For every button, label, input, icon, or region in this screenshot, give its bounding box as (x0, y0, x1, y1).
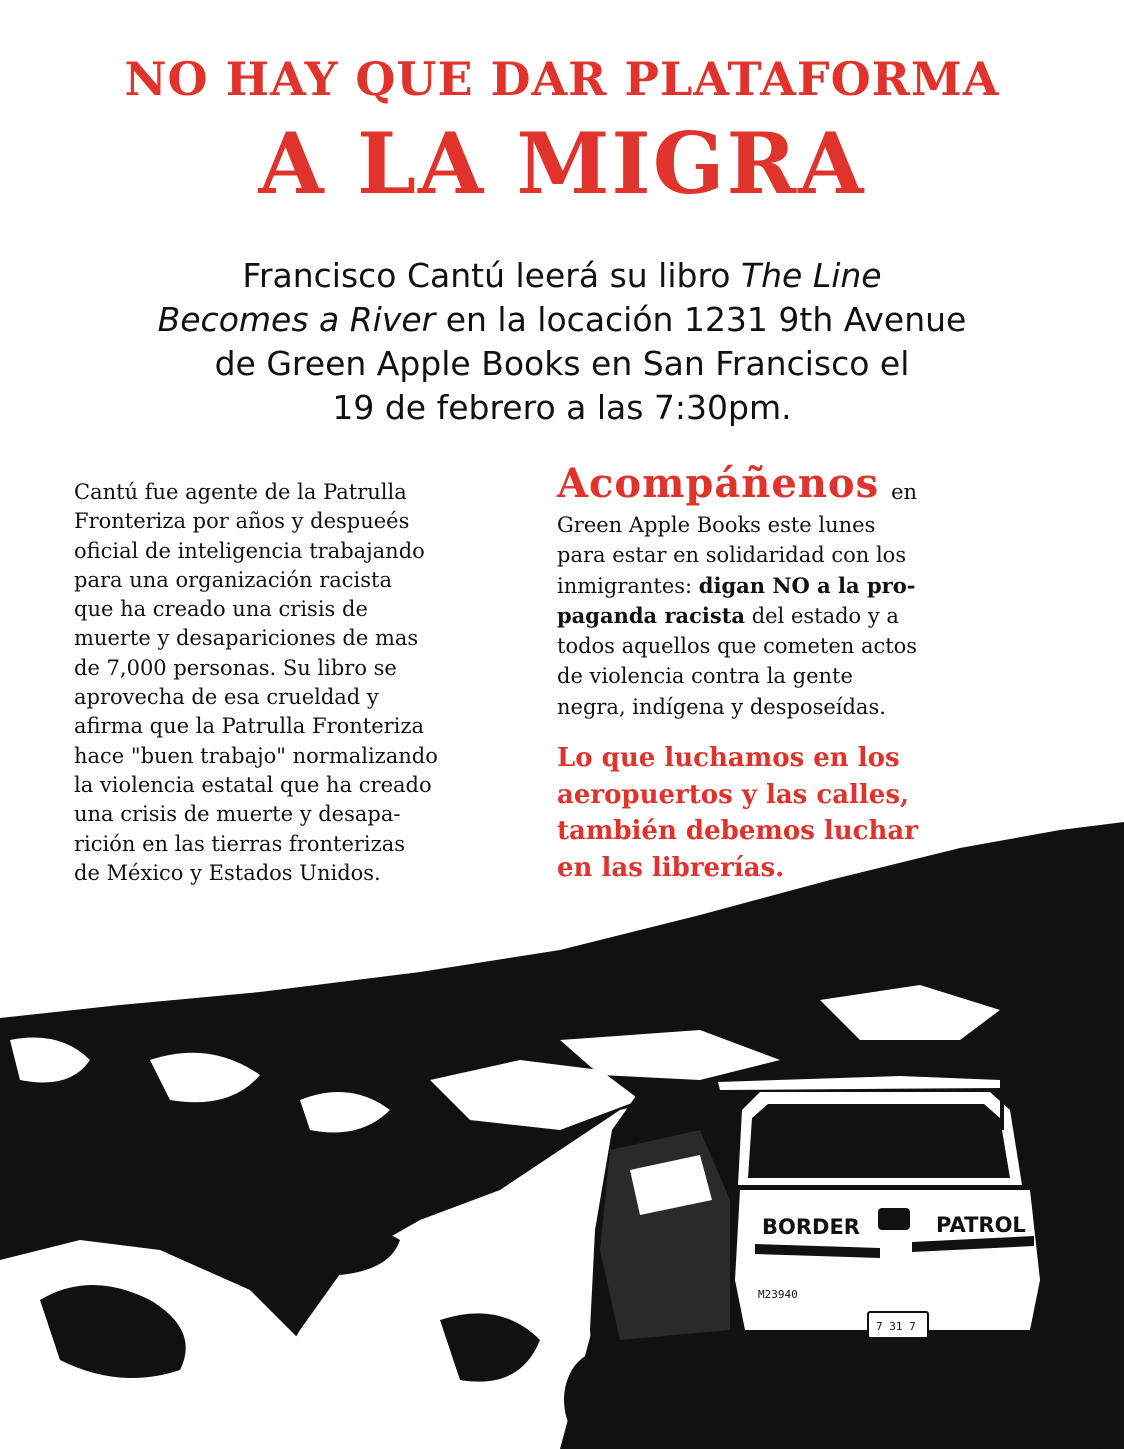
cta-emphasis: digan NO a la pro- (698, 572, 916, 598)
cta-line (557, 601, 1027, 631)
truck-rear-window (748, 1104, 1010, 1178)
intro-text-2: en la locación 1231 9th Avenue (435, 300, 967, 339)
paragraph-line: de México y Estados Unidos. (74, 860, 381, 885)
cta-text: inmigrantes: (557, 573, 699, 598)
join-after-text: en (891, 479, 918, 504)
truck-label-patrol: PATROL (936, 1213, 1026, 1237)
paragraph-line: hace "buen trabajo" normalizando (74, 743, 438, 768)
slogan-line: también debemos luchar (557, 816, 918, 846)
book-title-part-2: Becomes a River (157, 300, 436, 339)
paragraph-line: Cantú fue agente de la Patrulla (74, 480, 407, 504)
paragraph-line: muerte y desapariciones de mas (74, 626, 419, 651)
paragraph-line: para una organización racista (74, 567, 393, 592)
truck-unit-number: M23940 (758, 1288, 798, 1301)
cta-line: de violencia contra la gente (557, 664, 853, 689)
paragraph-line: de 7,000 personas. Su libro se (74, 655, 397, 680)
paragraph-line: que ha creado una crisis de (74, 597, 368, 622)
slogan (557, 740, 1027, 886)
license-plate-text: 7 31 7 (876, 1320, 916, 1333)
cta-line: para estar en solidaridad con los (557, 543, 907, 568)
paragraph-line: rición en las tierras fronterizas (74, 831, 405, 856)
slogan-line: en las librerías. (557, 852, 785, 883)
join-line (557, 458, 1027, 510)
paragraph-line: afirma que la Patrulla Fronteriza (74, 714, 424, 739)
paragraph-line: oficial de inteligencia trabajando (74, 538, 425, 563)
call-to-action-paragraph (557, 458, 1027, 722)
cta-line: negra, indígena y desposeídas. (557, 694, 886, 719)
cta-line (557, 571, 1027, 601)
intro-text-1: Francisco Cantú leerá su libro (242, 256, 741, 295)
event-announcement (40, 254, 1084, 430)
truck-side-panel (600, 1130, 730, 1340)
intro-text-3: de Green Apple Books en San Francisco el (214, 344, 910, 383)
join-us-heading: Acompáñenos (557, 460, 880, 507)
utility-pole (1000, 1010, 1004, 1130)
slogan-line: aeropuertos y las calles, (557, 779, 910, 810)
cta-line: Green Apple Books este lunes (557, 513, 876, 537)
truck-label-border: BORDER (762, 1215, 860, 1239)
paragraph-line: una crisis de muerte y desapa- (74, 802, 401, 827)
paragraph-line: Fronteriza por años y despueés (74, 509, 410, 534)
intro-text-4: 19 de febrero a las 7:30pm. (332, 388, 792, 427)
headline-line-2: A LA MIGRA (258, 114, 866, 213)
book-title-part-1: The Line (740, 256, 882, 295)
cta-text: del estado y a (745, 603, 899, 628)
cta-emphasis: paganda racista (557, 602, 746, 628)
paragraph-line: la violencia estatal que ha creado (74, 772, 432, 797)
tailgate-handle (878, 1208, 910, 1230)
slogan-line: Lo que luchamos en los (557, 743, 900, 773)
background-paragraph (74, 478, 544, 888)
paragraph-line: aprovecha de esa crueldad y (74, 685, 379, 710)
rear-wheel (564, 1352, 636, 1448)
headline-line-1: NO HAY QUE DAR PLATAFORMA (124, 52, 1000, 106)
cta-line: todos aquellos que cometen actos (557, 634, 918, 659)
